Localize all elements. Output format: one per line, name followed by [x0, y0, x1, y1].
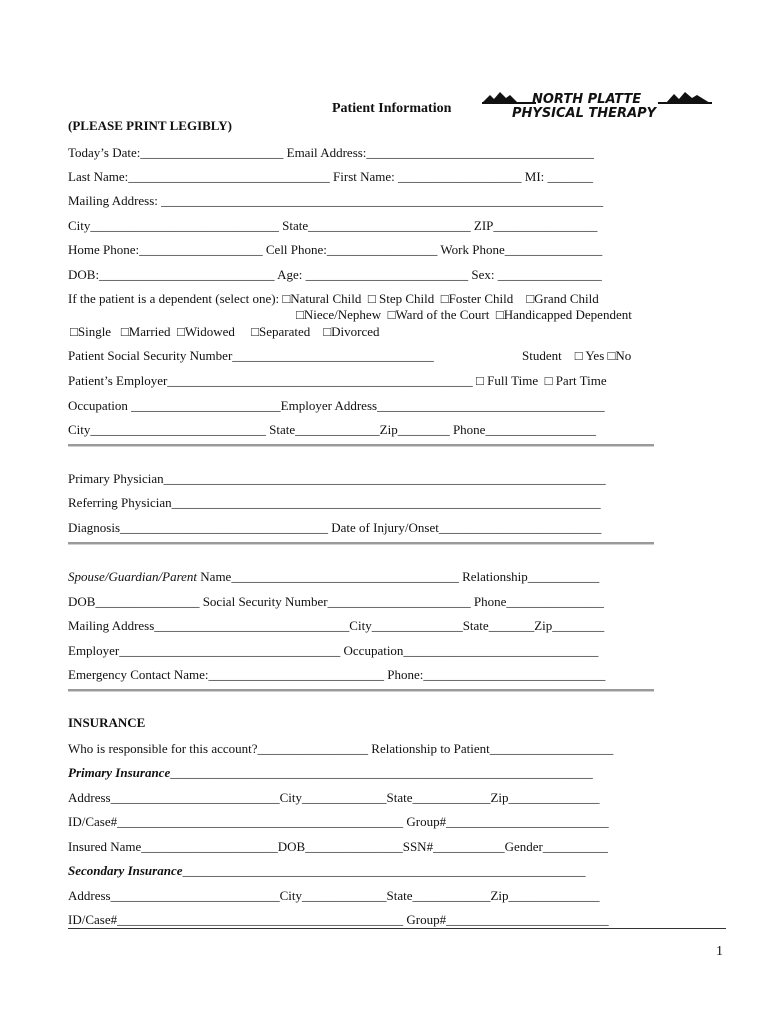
dependent-options-line-2[interactable]: □Niece/Nephew □Ward of the Court □Handicapped Dependent — [296, 307, 632, 322]
emergency-contact-line[interactable]: Emergency Contact Name:___________________________ Phone:____________________________ — [68, 667, 606, 682]
svg-text:PHYSICAL THERAPY: PHYSICAL THERAPY — [512, 106, 657, 121]
insurance-heading: INSURANCE — [68, 715, 146, 730]
secondary-address-line[interactable]: Address__________________________City_____________State____________Zip______________ — [68, 888, 600, 903]
mailing-address-line[interactable]: Mailing Address: ____________________________________________________________________ — [68, 193, 604, 208]
svg-text:NORTH PLATTE: NORTH PLATTE — [532, 92, 642, 107]
secondary-insurance-line[interactable]: Secondary Insurance______________________________________________________________ — [68, 863, 586, 878]
marital-status-line[interactable]: □Single □Married □Widowed □Separated □Divorced — [70, 324, 380, 339]
secondary-insurance-label: Secondary Insurance — [68, 863, 183, 878]
guardian-dob-line[interactable]: DOB________________ Social Security Number______________________ Phone_______________ — [68, 594, 604, 609]
guardian-mailing-line[interactable]: Mailing Address______________________________City______________State_______Zip________ — [68, 618, 605, 633]
dob-age-sex-line[interactable]: DOB:___________________________ Age: _________________________ Sex: ________________ — [68, 267, 602, 282]
footer-rule — [68, 928, 726, 929]
primary-physician-line[interactable]: Primary Physician____________________________________________________________________ — [68, 471, 606, 486]
primary-address-line[interactable]: Address__________________________City_____________State____________Zip______________ — [68, 790, 600, 805]
student-options[interactable]: Student □ Yes □No — [522, 348, 632, 363]
guardian-employer-line[interactable]: Employer__________________________________ Occupation______________________________ — [68, 643, 599, 658]
todays-date-email-line[interactable]: Today’s Date:______________________ Email Address:___________________________________ — [68, 145, 594, 160]
section-divider — [68, 444, 654, 447]
section-divider — [68, 542, 654, 545]
secondary-id-line[interactable]: ID/Case#____________________________________________ Group#_________________________ — [68, 912, 609, 927]
phone-line[interactable]: Home Phone:___________________ Cell Phone:_________________ Work Phone_______________ — [68, 242, 603, 257]
page-number: 1 — [716, 944, 723, 959]
insured-name-line[interactable]: Insured Name_____________________DOB_______________SSN#___________Gender__________ — [68, 839, 608, 854]
city-state-zip-line[interactable]: City_____________________________ State_________________________ ZIP________________ — [68, 218, 598, 233]
guardian-name-line[interactable]: Spouse/Guardian/Parent Name___________________________________ Relationship___________ — [68, 569, 600, 584]
patient-ssn-line[interactable]: Patient Social Security Number_______________________________ — [68, 348, 434, 363]
print-legibly-note: (PLEASE PRINT LEGIBLY) — [68, 118, 232, 133]
dependent-options-line[interactable]: If the patient is a dependent (select one): □Natural Child □ Step Child □Foster Child □Grand Child — [68, 291, 599, 306]
primary-id-line[interactable]: ID/Case#____________________________________________ Group#_________________________ — [68, 814, 609, 829]
name-line[interactable]: Last Name:_______________________________ First Name: ___________________ MI: _______ — [68, 169, 594, 184]
page-title: Patient Information — [332, 101, 452, 116]
guardian-label: Spouse/Guardian/Parent — [68, 569, 198, 584]
employer-city-line[interactable]: City___________________________ State_____________Zip________ Phone_________________ — [68, 422, 596, 437]
primary-insurance-line[interactable]: Primary Insurance_________________________________________________________________ — [68, 765, 593, 780]
patient-employer-line[interactable]: Patient’s Employer_______________________________________________ □ Full Time □ Part Time — [68, 373, 607, 388]
section-divider — [68, 689, 654, 692]
referring-physician-line[interactable]: Referring Physician__________________________________________________________________ — [68, 495, 601, 510]
responsible-party-line[interactable]: Who is responsible for this account?_________________ Relationship to Patient___________________ — [68, 741, 614, 756]
primary-insurance-label: Primary Insurance — [68, 765, 171, 780]
occupation-line[interactable]: Occupation _______________________Employer Address___________________________________ — [68, 398, 605, 413]
north-platte-logo — [480, 86, 714, 122]
diagnosis-line[interactable]: Diagnosis________________________________ Date of Injury/Onset_________________________ — [68, 520, 602, 535]
